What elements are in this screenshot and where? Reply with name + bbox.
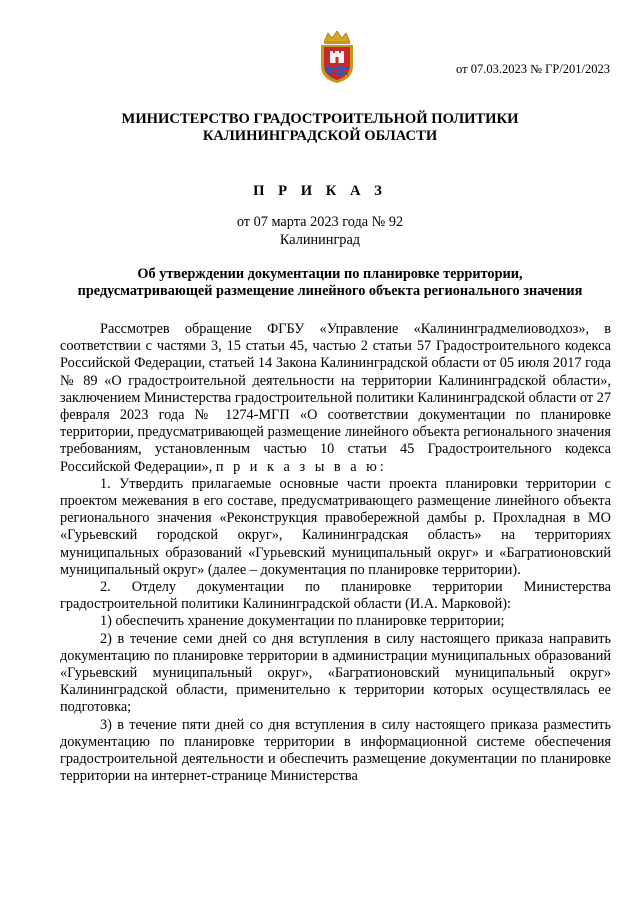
order-date-block (0, 214, 640, 249)
document-number: от 07.03.2023 № ГР/201/2023 (456, 62, 610, 76)
coat-of-arms-icon (318, 30, 356, 84)
order-subject-line2: предусматривающей размещение линейного объекта регионального значения (77, 283, 583, 299)
order-body (60, 321, 611, 785)
paragraph-subitem-3: 3) в течение пяти дней со дня вступления в силу настоящего приказа разместить документацию по планировке территории в информационной системе обеспечения градостроительной деятельности и обеспечить размещение документации по планировке территории на интернет-странице Министерства (60, 716, 611, 785)
paragraph-item-2: 2. Отделу документации по планировке территории Министерства градостроительной политики Калининградской области (И.А. Марковой): (60, 579, 611, 613)
ministry-name (40, 111, 600, 145)
order-title: П Р И К А З (253, 183, 387, 199)
paragraph-subitem-2: 2) в течение семи дней со дня вступления в силу настоящего приказа направить документацию по планировке территории в администрации муниципальных образований «Гурьевский муниципальный округ», «Багратионовский муниципальный округ» Калининградской области, применительно к территории которых осуществлялась ее подготовка; (60, 630, 611, 716)
decree-word: п р и к а з ы в а ю: (215, 458, 387, 475)
preamble-text: Рассмотрев обращение ФГБУ «Управление «Калининградмелиоводхоз», в соответствии с частями 3, 15 статьи 45, частью 2 статьи 57 Градостроительного кодекса Российской Федерации, статьей 14 Закона Калининградской области от 05 июля 2017 года № 89 «О градостроительной деятельности на территории Калининградской области», заключением Министерства градостроительной политики Калининградской области от 27 февраля 2023 года № 1274-МГП «О соответствии документации по планировке территории, предусматривающей размещение линейного объекта регионального значения требованиям, установленным частью 10 статьи 45 Градостроительного кодекса Российской Федерации», (60, 321, 612, 475)
paragraph-item-1: 1. Утвердить прилагаемые основные части проекта планировки территории с проектом межевания в его составе, предусматривающего размещение линейного объекта регионального значения «Реконструкция правобережной дамбы р. Прохладная в МО «Гурьевский городской округ», Калининградская область» на территориях муниципальных образований «Гурьевский муниципальный округ» и «Багратионовский муниципальный округ» (далее – документация по планировке территории). (60, 475, 611, 578)
order-city: Калининград (279, 231, 361, 248)
paragraph-preamble (60, 321, 611, 476)
paragraph-subitem-1: 1) обеспечить хранение документации по планировке территории; (100, 613, 505, 630)
order-date: от 07 марта 2023 года № 92 (236, 214, 404, 230)
ministry-name-line1: МИНИСТЕРСТВО ГРАДОСТРОИТЕЛЬНОЙ ПОЛИТИКИ (121, 111, 519, 127)
order-subject (50, 266, 610, 300)
order-subject-line1: Об утверждении документации по планировке территории, (137, 266, 523, 282)
ministry-name-line2: КАЛИНИНГРАДСКОЙ ОБЛАСТИ (202, 128, 438, 144)
